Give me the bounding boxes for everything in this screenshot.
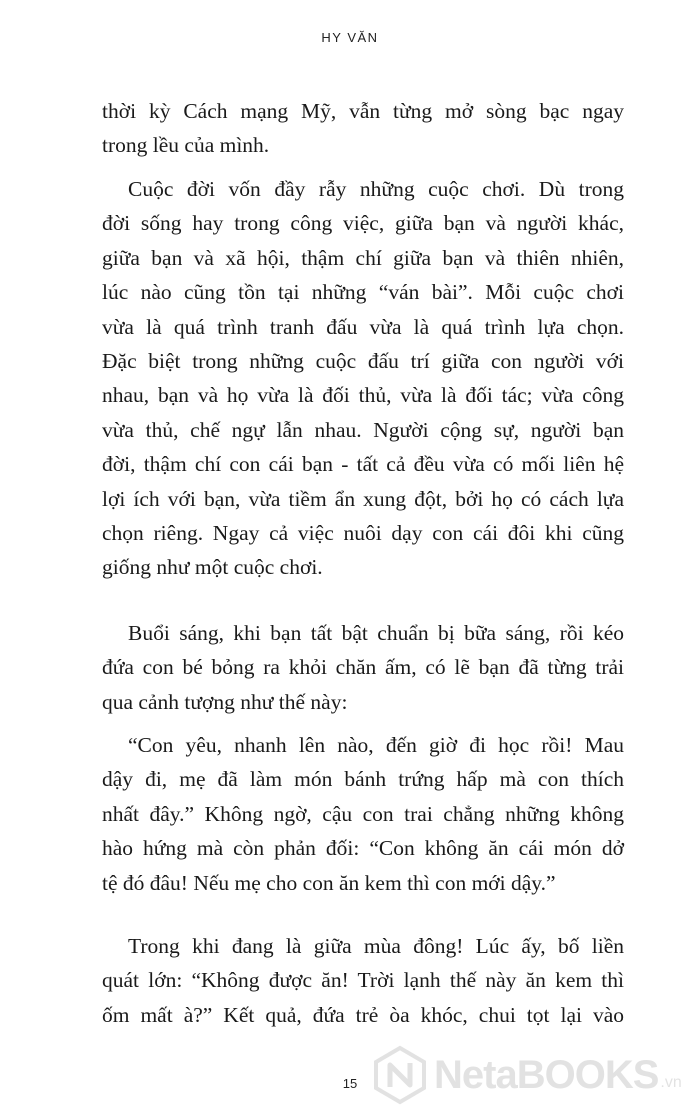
text-line: đứa con bé bỏng ra khỏi chăn ấm, có lẽ bạn đã từng trải: [102, 655, 624, 680]
text-line: lợi ích với bạn, vừa tiềm ẩn xung đột, bởi họ có cách lựa: [102, 486, 624, 511]
text-line: Buổi sáng, khi bạn tất bật chuẩn bị bữa sáng, rồi kéo: [128, 621, 624, 645]
text-line: tệ đó đâu! Nếu mẹ cho con ăn kem thì con mới dậy.”: [102, 870, 556, 895]
text-line: giữa bạn và xã hội, thậm chí giữa bạn và thiên nhiên,: [102, 245, 624, 270]
text-line: giống như một cuộc chơi.: [102, 555, 323, 580]
text-line: nhau, bạn và họ vừa là đối thủ, vừa là đối tác; vừa công: [102, 383, 624, 408]
page-number: 15: [342, 1076, 358, 1091]
paragraph-3: [102, 616, 624, 719]
text-line: qua cảnh tượng như thế này:: [102, 689, 348, 714]
paragraph-5: [102, 929, 624, 1032]
running-header-title: HY VĂN: [321, 30, 379, 45]
netabooks-watermark: [370, 1040, 690, 1110]
paragraph-1: [102, 94, 624, 163]
text-line: đời, thậm chí con cái bạn - tất cả đều vừa có mối liên hệ: [102, 452, 624, 477]
text-line: lúc nào cũng tồn tại những “ván bài”. Mỗi cuộc chơi: [102, 280, 624, 305]
text-line: thời kỳ Cách mạng Mỹ, vẫn từng mở sòng bạc ngay: [102, 99, 624, 123]
text-line: Trong khi đang là giữa mùa đông! Lúc ấy, bố liền: [128, 934, 624, 958]
paragraph-2: [102, 172, 624, 585]
text-line: nhất đây.” Không ngờ, cậu con trai chẳng những không: [102, 801, 624, 826]
text-line: dậy đi, mẹ đã làm món bánh trứng hấp mà con thích: [102, 767, 624, 792]
watermark-brand-text: NetaBOOKS: [434, 1052, 659, 1097]
text-line: vừa thủ, chế ngự lẫn nhau. Người cộng sự, người bạn: [102, 417, 624, 442]
text-line: hào hứng mà còn phản đối: “Con không ăn cái món dở: [102, 836, 624, 861]
text-line: đời sống hay trong công việc, giữa bạn và người khác,: [102, 211, 624, 236]
paragraph-4: [102, 728, 624, 900]
text-line: chọn riêng. Ngay cả việc nuôi dạy con cái đôi khi cũng: [102, 520, 624, 545]
text-line: trong lều của mình.: [102, 133, 270, 158]
text-line: Đặc biệt trong những cuộc đấu trí giữa con người với: [102, 348, 624, 373]
text-line: ốm mất à?” Kết quả, đứa trẻ òa khóc, chui tọt lại vào: [102, 1002, 624, 1027]
text-line: Cuộc đời vốn đầy rẫy những cuộc chơi. Dù trong: [128, 177, 624, 201]
netabooks-logo-icon: [370, 1045, 430, 1105]
watermark-domain-suffix: .vn: [660, 1074, 682, 1091]
text-line: vừa là quá trình tranh đấu vừa là quá trình lựa chọn.: [102, 314, 624, 339]
text-line: “Con yêu, nhanh lên nào, đến giờ đi học rồi! Mau: [128, 733, 624, 757]
text-line: quát lớn: “Không được ăn! Trời lạnh thế này ăn kem thì: [102, 968, 624, 993]
